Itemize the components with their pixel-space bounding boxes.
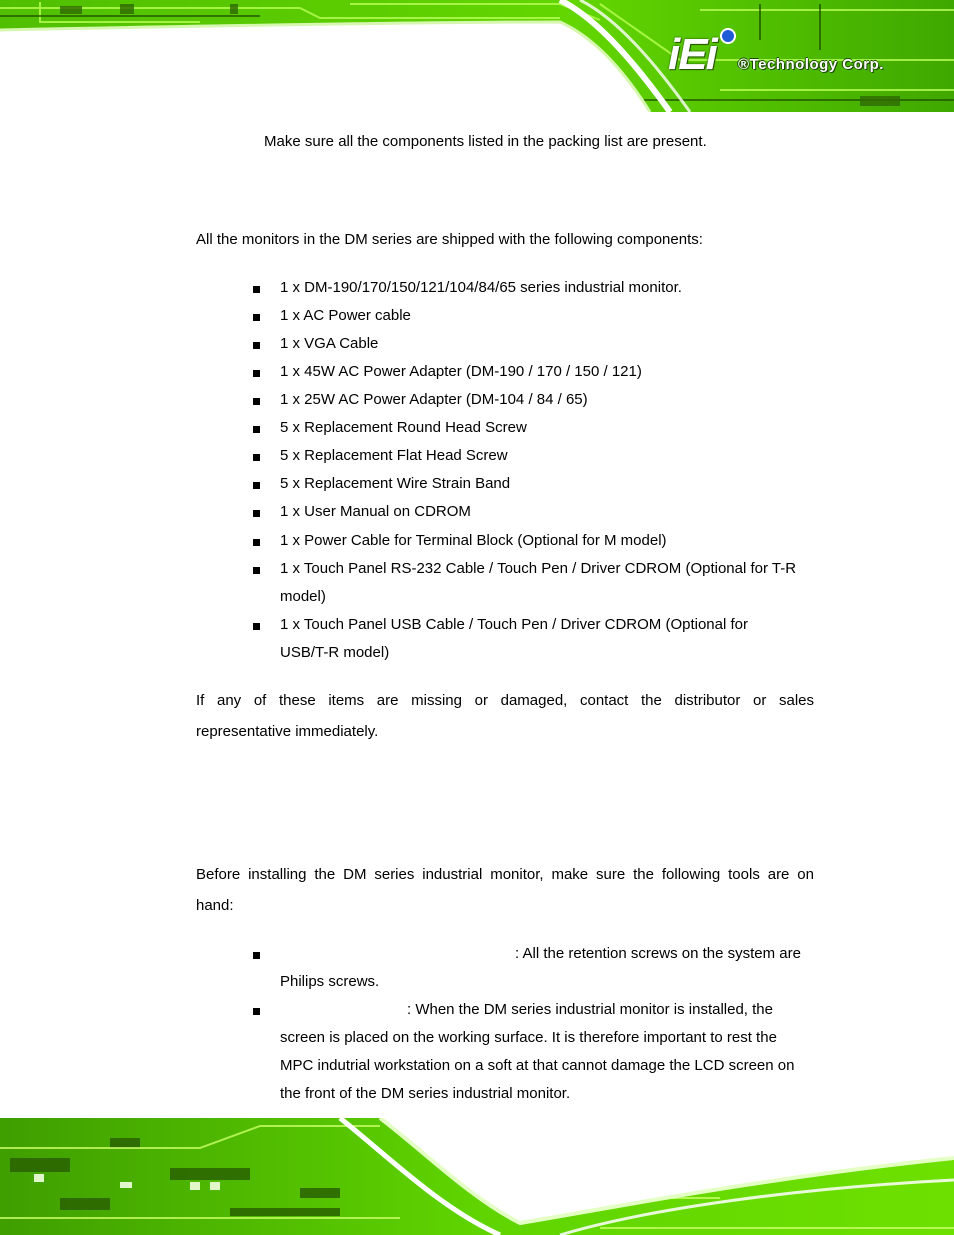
list-item-text: 1 x Power Cable for Terminal Block (Optional for M model) xyxy=(280,532,667,549)
list-item-text: 5 x Replacement Flat Head Screw xyxy=(280,447,508,464)
square-bullet-icon xyxy=(253,454,260,461)
list-item-text: 1 x Touch Panel RS-232 Cable / Touch Pen / Driver CDROM (Optional for T-R xyxy=(280,560,797,577)
tools-intro-line: Before installing the DM series industrial monitor, make sure the following tools are on xyxy=(196,866,814,883)
list-item-text: : When the DM series industrial monitor is installed, the xyxy=(407,1001,773,1018)
missing-note-line: representative immediately. xyxy=(196,723,379,740)
list-item-text: 5 x Replacement Wire Strain Band xyxy=(280,475,511,492)
list-item-text: Philips screws. xyxy=(280,973,380,990)
square-bullet-icon xyxy=(253,398,260,405)
square-bullet-icon xyxy=(253,510,260,517)
square-bullet-icon xyxy=(253,342,260,349)
list-item-text: 1 x AC Power cable xyxy=(280,307,411,324)
tools-intro-line: hand: xyxy=(196,897,234,914)
footer-banner xyxy=(0,1118,954,1235)
list-item-text: the front of the DM series industrial monitor. xyxy=(280,1085,571,1102)
list-item-text: 1 x Touch Panel USB Cable / Touch Pen / Driver CDROM (Optional for xyxy=(280,616,748,633)
square-bullet-icon xyxy=(253,314,260,321)
square-bullet-icon xyxy=(253,623,260,630)
list-item-text: 1 x VGA Cable xyxy=(280,335,379,352)
list-item-text: 1 x 45W AC Power Adapter (DM-190 / 170 / 150 / 121) xyxy=(280,363,642,380)
square-bullet-icon xyxy=(253,482,260,489)
components-intro: All the monitors in the DM series are shipped with the following components: xyxy=(196,231,703,248)
square-bullet-icon xyxy=(253,426,260,433)
logo-mark: iEi xyxy=(668,30,716,79)
list-item-text: 1 x 25W AC Power Adapter (DM-104 / 84 / 65) xyxy=(280,391,588,408)
list-item-text: USB/T-R model) xyxy=(280,644,390,661)
list-item-text: 5 x Replacement Round Head Screw xyxy=(280,419,527,436)
list-item-text: MPC indutrial workstation on a soft at that cannot damage the LCD screen on xyxy=(280,1057,795,1074)
square-bullet-icon xyxy=(253,286,260,293)
square-bullet-icon xyxy=(253,370,260,377)
list-item-text: model) xyxy=(280,588,326,605)
missing-note-line: If any of these items are missing or damaged, contact the distributor or sales xyxy=(196,692,814,709)
circuit-board-footer-image xyxy=(0,1118,954,1235)
header-banner xyxy=(0,0,954,112)
square-bullet-icon xyxy=(253,952,260,959)
square-bullet-icon xyxy=(253,567,260,574)
intro-text: Make sure all the components listed in the packing list are present. xyxy=(264,133,707,150)
square-bullet-icon xyxy=(253,1008,260,1015)
list-item-text: : All the retention screws on the system are xyxy=(515,945,801,962)
list-item-text: 1 x User Manual on CDROM xyxy=(280,503,471,520)
logo-dot-icon xyxy=(720,28,736,44)
square-bullet-icon xyxy=(253,539,260,546)
list-item-text: screen is placed on the working surface. It is therefore important to rest the xyxy=(280,1029,777,1046)
list-item-text: 1 x DM-190/170/150/121/104/84/65 series industrial monitor. xyxy=(280,279,682,296)
logo-text: ®Technology Corp. xyxy=(738,56,884,73)
